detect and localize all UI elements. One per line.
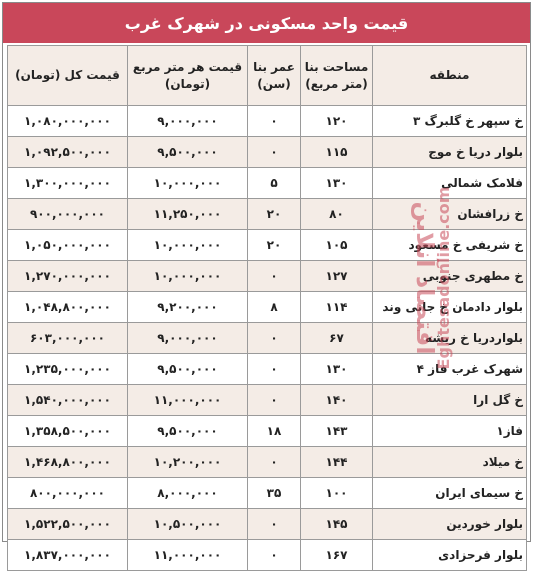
cell-total-price: ۹۰۰,۰۰۰,۰۰۰: [8, 199, 128, 230]
table-title: قیمت واحد مسکونی در شهرک غرب: [3, 3, 530, 43]
cell-price-per-meter: ۹,۵۰۰,۰۰۰: [128, 416, 248, 447]
cell-age: ۲۰: [248, 230, 301, 261]
table-body: [8, 106, 527, 571]
table-row: [8, 385, 527, 416]
cell-area: ۱۲۰: [301, 106, 373, 137]
cell-age: ۰: [248, 385, 301, 416]
cell-region: خ زرافشان: [373, 199, 527, 230]
cell-age: ۰: [248, 354, 301, 385]
cell-age: ۰: [248, 447, 301, 478]
header-total-price: قیمت کل (تومان): [8, 46, 128, 106]
cell-total-price: ۱,۰۹۲,۵۰۰,۰۰۰: [8, 137, 128, 168]
cell-price-per-meter: ۹,۲۰۰,۰۰۰: [128, 292, 248, 323]
cell-age: ۲۰: [248, 199, 301, 230]
cell-age: ۵: [248, 168, 301, 199]
table-row: [8, 323, 527, 354]
table-row: [8, 230, 527, 261]
cell-region: فاز۱: [373, 416, 527, 447]
cell-price-per-meter: ۱۰,۰۰۰,۰۰۰: [128, 261, 248, 292]
header-region: منطقه: [373, 46, 527, 106]
cell-total-price: ۱,۰۸۰,۰۰۰,۰۰۰: [8, 106, 128, 137]
cell-area: ۱۱۵: [301, 137, 373, 168]
cell-age: ۰: [248, 323, 301, 354]
cell-region: خ مطهری جنوبی: [373, 261, 527, 292]
cell-total-price: ۱,۸۳۷,۰۰۰,۰۰۰: [8, 540, 128, 571]
watermark-text-en: Eghtesadonline.com: [434, 186, 453, 370]
cell-area: ۸۰: [301, 199, 373, 230]
cell-area: ۱۰۵: [301, 230, 373, 261]
table-row: [8, 540, 527, 571]
cell-area: ۱۴۰: [301, 385, 373, 416]
table-row: [8, 261, 527, 292]
cell-price-per-meter: ۹,۵۰۰,۰۰۰: [128, 137, 248, 168]
cell-price-per-meter: ۱۱,۰۰۰,۰۰۰: [128, 540, 248, 571]
cell-area: ۱۱۴: [301, 292, 373, 323]
cell-age: ۱۸: [248, 416, 301, 447]
cell-price-per-meter: ۱۱,۰۰۰,۰۰۰: [128, 385, 248, 416]
table-frame: [2, 2, 531, 562]
table-row: [8, 478, 527, 509]
header-area: مساحت بنا (متر مربع): [301, 46, 373, 106]
cell-region: بلوار دادمان خ جانی وند: [373, 292, 527, 323]
cell-region: بلواردریا خ ریشه: [373, 323, 527, 354]
cell-price-per-meter: ۹,۰۰۰,۰۰۰: [128, 106, 248, 137]
cell-region: شهرک غرب فاز ۴: [373, 354, 527, 385]
price-table: [7, 45, 527, 571]
cell-area: ۱۶۷: [301, 540, 373, 571]
cell-total-price: ۱,۰۵۰,۰۰۰,۰۰۰: [8, 230, 128, 261]
cell-region: خ میلاد: [373, 447, 527, 478]
table-row: [8, 509, 527, 540]
cell-area: ۱۳۰: [301, 168, 373, 199]
cell-area: ۱۲۷: [301, 261, 373, 292]
cell-price-per-meter: ۹,۵۰۰,۰۰۰: [128, 354, 248, 385]
cell-price-per-meter: ۱۱,۲۵۰,۰۰۰: [128, 199, 248, 230]
cell-area: ۱۴۵: [301, 509, 373, 540]
table-row: [8, 292, 527, 323]
cell-region: بلوار فرحزادی: [373, 540, 527, 571]
cell-total-price: ۱,۴۶۸,۸۰۰,۰۰۰: [8, 447, 128, 478]
cell-total-price: ۱,۳۵۸,۵۰۰,۰۰۰: [8, 416, 128, 447]
cell-price-per-meter: ۸,۰۰۰,۰۰۰: [128, 478, 248, 509]
table-row: [8, 168, 527, 199]
cell-age: ۸: [248, 292, 301, 323]
cell-total-price: ۱,۵۴۰,۰۰۰,۰۰۰: [8, 385, 128, 416]
cell-area: ۱۳۰: [301, 354, 373, 385]
cell-region: خ گل ارا: [373, 385, 527, 416]
cell-region: فلامک شمالی: [373, 168, 527, 199]
table-row: [8, 447, 527, 478]
header-price-per-meter: قیمت هر متر مربع (تومان): [128, 46, 248, 106]
cell-total-price: ۱,۲۷۰,۰۰۰,۰۰۰: [8, 261, 128, 292]
cell-region: خ شریفی خ مسعود: [373, 230, 527, 261]
cell-price-per-meter: ۱۰,۲۰۰,۰۰۰: [128, 447, 248, 478]
cell-region: بلوار دریا خ موج: [373, 137, 527, 168]
cell-age: ۰: [248, 509, 301, 540]
cell-price-per-meter: ۹,۰۰۰,۰۰۰: [128, 323, 248, 354]
cell-total-price: ۱,۰۴۸,۸۰۰,۰۰۰: [8, 292, 128, 323]
cell-region: خ سپهر خ گلبرگ ۳: [373, 106, 527, 137]
table-row: [8, 106, 527, 137]
cell-price-per-meter: ۱۰,۰۰۰,۰۰۰: [128, 168, 248, 199]
header-age: عمر بنا (سن): [248, 46, 301, 106]
watermark-text-fa: اقتصاد آنلاین: [411, 201, 439, 355]
table-row: [8, 416, 527, 447]
cell-total-price: ۱,۲۳۵,۰۰۰,۰۰۰: [8, 354, 128, 385]
cell-age: ۰: [248, 540, 301, 571]
cell-area: ۱۴۴: [301, 447, 373, 478]
cell-total-price: ۶۰۳,۰۰۰,۰۰۰: [8, 323, 128, 354]
cell-area: ۱۰۰: [301, 478, 373, 509]
cell-age: ۰: [248, 106, 301, 137]
cell-region: بلوار خوردین: [373, 509, 527, 540]
cell-area: ۱۴۳: [301, 416, 373, 447]
cell-price-per-meter: ۱۰,۰۰۰,۰۰۰: [128, 230, 248, 261]
cell-age: ۰: [248, 137, 301, 168]
table-row: [8, 354, 527, 385]
cell-total-price: ۱,۵۲۲,۵۰۰,۰۰۰: [8, 509, 128, 540]
cell-price-per-meter: ۱۰,۵۰۰,۰۰۰: [128, 509, 248, 540]
cell-total-price: ۸۰۰,۰۰۰,۰۰۰: [8, 478, 128, 509]
cell-region: خ سیمای ایران: [373, 478, 527, 509]
cell-area: ۶۷: [301, 323, 373, 354]
cell-total-price: ۱,۳۰۰,۰۰۰,۰۰۰: [8, 168, 128, 199]
cell-age: ۳۵: [248, 478, 301, 509]
cell-age: ۰: [248, 261, 301, 292]
table-row: [8, 199, 527, 230]
table-row: [8, 137, 527, 168]
table-header-row: [8, 46, 527, 106]
